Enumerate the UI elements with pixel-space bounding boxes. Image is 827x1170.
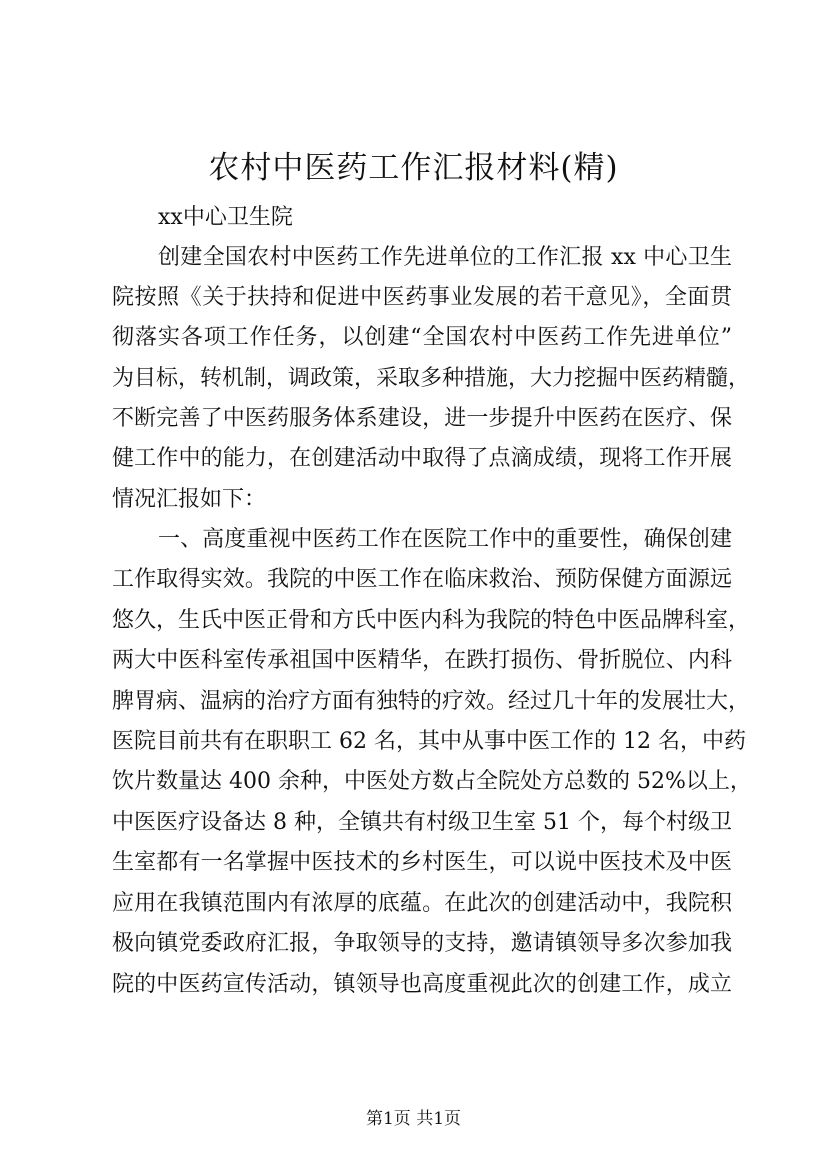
- text-line: 院的中医药宣传活动，镇领导也高度重视此次的创建工作，成立: [112, 972, 732, 997]
- text-line: 创建全国农村中医药工作先进单位的工作汇报 xx 中心卫生: [158, 245, 732, 270]
- text-line: 极向镇党委政府汇报，争取领导的支持，邀请镇领导多次参加我: [112, 931, 732, 956]
- page-number-footer: 第1页 共1页: [365, 1109, 462, 1129]
- text-line: 悠久，生氏中医正骨和方氏中医内科为我院的特色中医品牌科室，: [112, 608, 751, 633]
- text-line: 彻落实各项工作任务，以创建“全国农村中医药工作先进单位”: [112, 325, 732, 350]
- text-line: 工作取得实效。我院的中医工作在临床救治、预防保健方面源远: [112, 567, 732, 592]
- text-line: 一、高度重视中医药工作在医院工作中的重要性，确保创建: [158, 527, 732, 552]
- text-line: 应用在我镇范围内有浓厚的底蕴。在此次的创建活动中，我院积: [112, 891, 732, 916]
- text-line: 饮片数量达 400 余种，中医处方数占全院处方总数的 52%以上，: [112, 769, 752, 794]
- organization-name: xx中心卫生院: [158, 205, 293, 230]
- text-line: 为目标，转机制，调政策，采取多种措施，大力挖掘中医药精髓，: [112, 366, 751, 391]
- document-title: 农村中医药工作汇报材料(精): [208, 150, 619, 186]
- text-line: 院按照《关于扶持和促进中医药事业发展的若干意见》，全面贯: [112, 285, 732, 310]
- text-line: 中医医疗设备达 8 种，全镇共有村级卫生室 51 个，每个村级卫: [112, 810, 732, 835]
- text-line: 健工作中的能力，在创建活动中取得了点滴成绩，现将工作开展: [112, 446, 732, 471]
- text-line: 两大中医科室传承祖国中医精华，在跌打损伤、骨折脱位、内科: [112, 648, 732, 673]
- text-line: 脾胃病、温病的治疗方面有独特的疗效。经过几十年的发展壮大，: [112, 689, 751, 714]
- text-line: 医院目前共有在职职工 62 名，其中从事中医工作的 12 名，中药: [112, 729, 746, 754]
- text-line: 不断完善了中医药服务体系建设，进一步提升中医药在医疗、保: [112, 406, 732, 431]
- text-line: 情况汇报如下：: [112, 487, 267, 512]
- text-line: 生室都有一名掌握中医技术的乡村医生，可以说中医技术及中医: [112, 850, 732, 875]
